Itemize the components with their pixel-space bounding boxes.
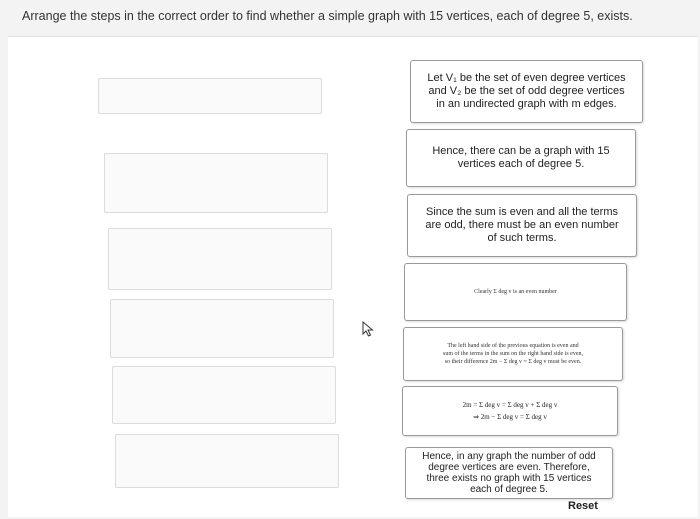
step-card-3[interactable] — [407, 194, 637, 257]
step-card-3-text: Since the sum is even and all the terms are odd, there must be an even number of such terms. — [425, 206, 619, 244]
step-card-5-text: The left hand side of the previous equation is even and sum of the terms in the sum on the right hand side is even, so their difference 2m − Σ deg v = Σ deg v must be even. — [443, 343, 583, 365]
step-card-6-text: 2m = Σ deg v = Σ deg v + Σ deg v ⇒ 2m − Σ deg v = Σ deg v — [462, 401, 558, 421]
step-card-4[interactable] — [404, 263, 627, 321]
mouse-pointer-icon — [362, 321, 376, 337]
drop-slot-5[interactable] — [112, 366, 336, 424]
step-card-1[interactable] — [410, 60, 643, 123]
step-card-5[interactable] — [403, 327, 623, 381]
step-card-2[interactable] — [406, 129, 636, 187]
reset-button[interactable]: Reset — [568, 500, 598, 512]
step-card-7-text: Hence, in any graph the number of odd degree vertices are even. Therefore, three exists no graph with 15 vertices each of degree 5. — [422, 451, 596, 495]
drop-slot-3[interactable] — [108, 228, 332, 290]
step-card-2-text: Hence, there can be a graph with 15 vertices each of degree 5. — [432, 145, 610, 170]
drop-slot-6[interactable] — [115, 434, 339, 488]
step-card-1-text: Let V₁ be the set of even degree vertices and V₂ be the set of odd degree vertices in an undirected graph with m edges. — [427, 72, 626, 110]
step-card-4-text: Clearly Σ deg v is an even number — [474, 289, 557, 295]
question-prompt: Arrange the steps in the correct order to find whether a simple graph with 15 vertices, each of degree 5, exists. — [22, 9, 633, 23]
step-card-6[interactable] — [402, 386, 618, 436]
drop-slot-1[interactable] — [98, 78, 322, 114]
drop-slot-2[interactable] — [104, 153, 328, 213]
drop-slot-4[interactable] — [110, 299, 334, 358]
step-card-7[interactable] — [405, 447, 613, 499]
